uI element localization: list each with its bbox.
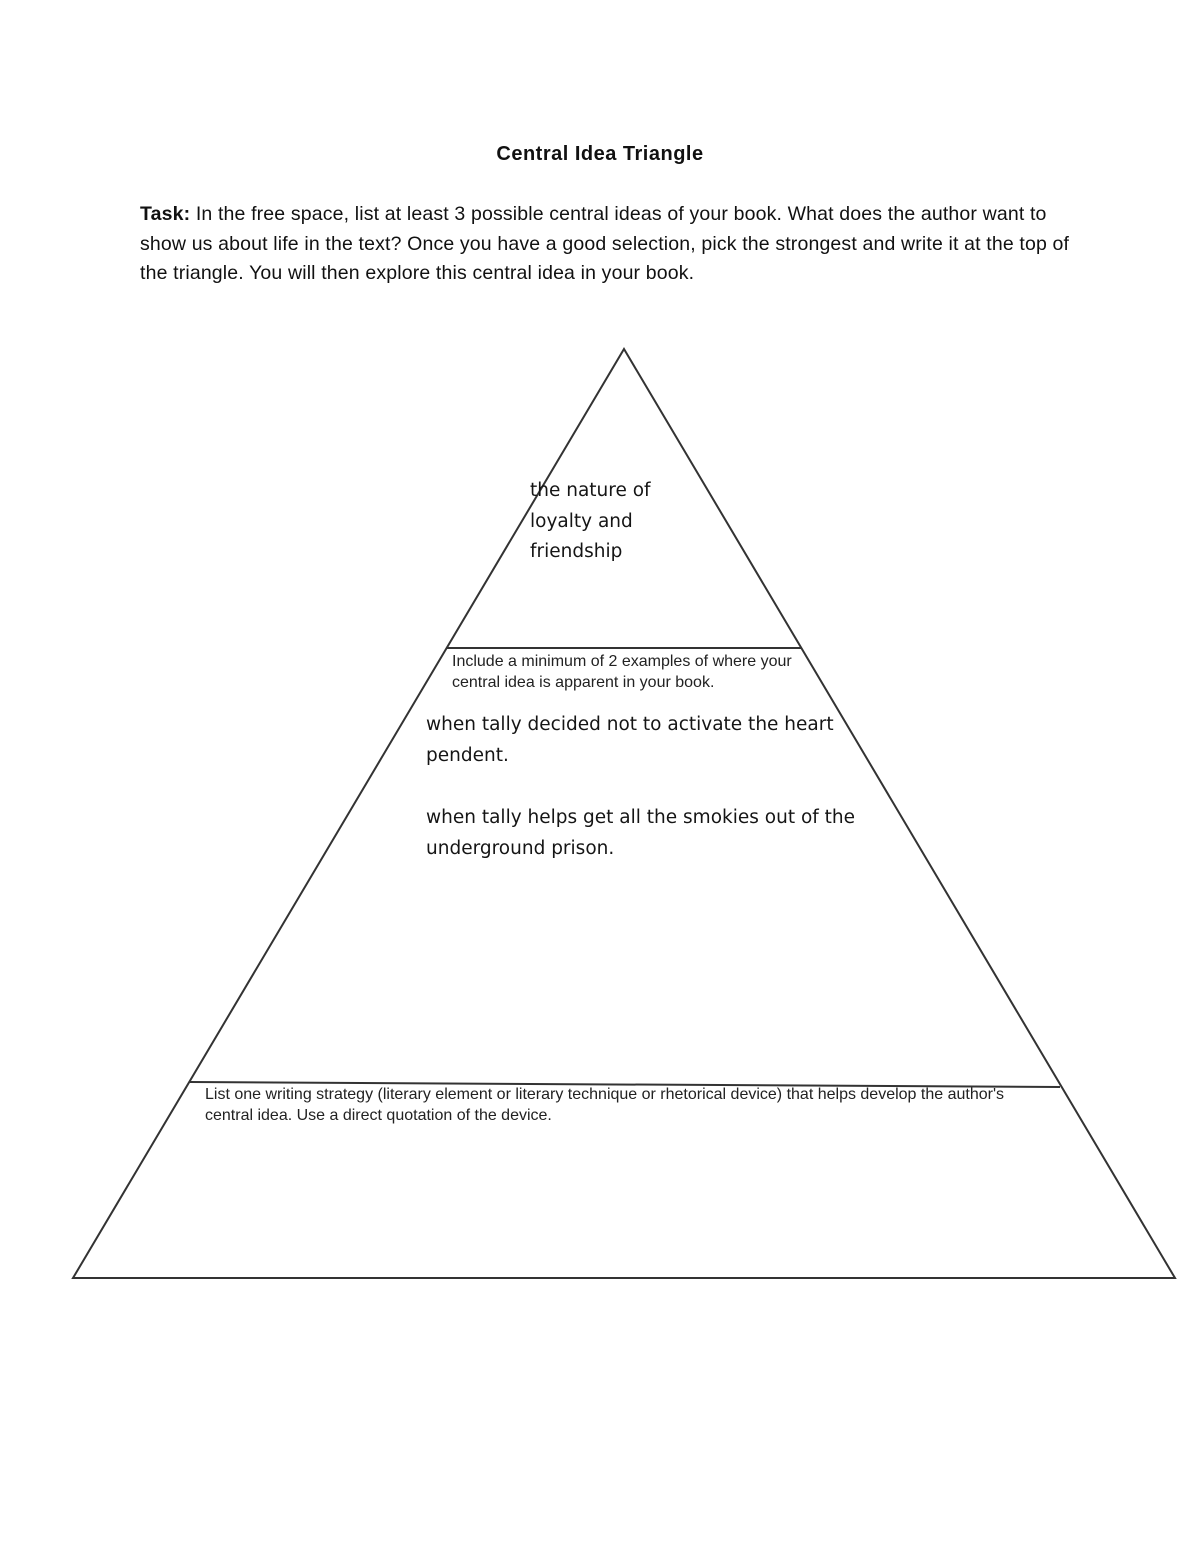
task-label: Task: [140,203,191,225]
example-answer-2[interactable]: when tally helps get all the smokies out of the underground prison. [426,807,856,859]
examples-answers[interactable] [426,709,866,864]
examples-prompt: Include a minimum of 2 examples of where your central idea is apparent in your book. [452,653,792,691]
worksheet-title: Central Idea Triangle [496,143,704,165]
writing-strategy-prompt: List one writing strategy (literary element or literary technique or rhetorical device) that helps develop the author's central idea. Use a direct quotation of the device. [205,1086,1005,1124]
example-answer-1[interactable]: when tally decided not to activate the heart pendent. [426,714,834,766]
central-idea-answer[interactable]: the nature of loyalty and friendship [530,480,651,562]
task-text: In the free space, list at least 3 possible central ideas of your book. What does the author want to show us about life in the text? Once you have a good selection, pick the strongest and write it at the top of the triangle. You will then explore this central idea in your book. [140,203,1070,284]
